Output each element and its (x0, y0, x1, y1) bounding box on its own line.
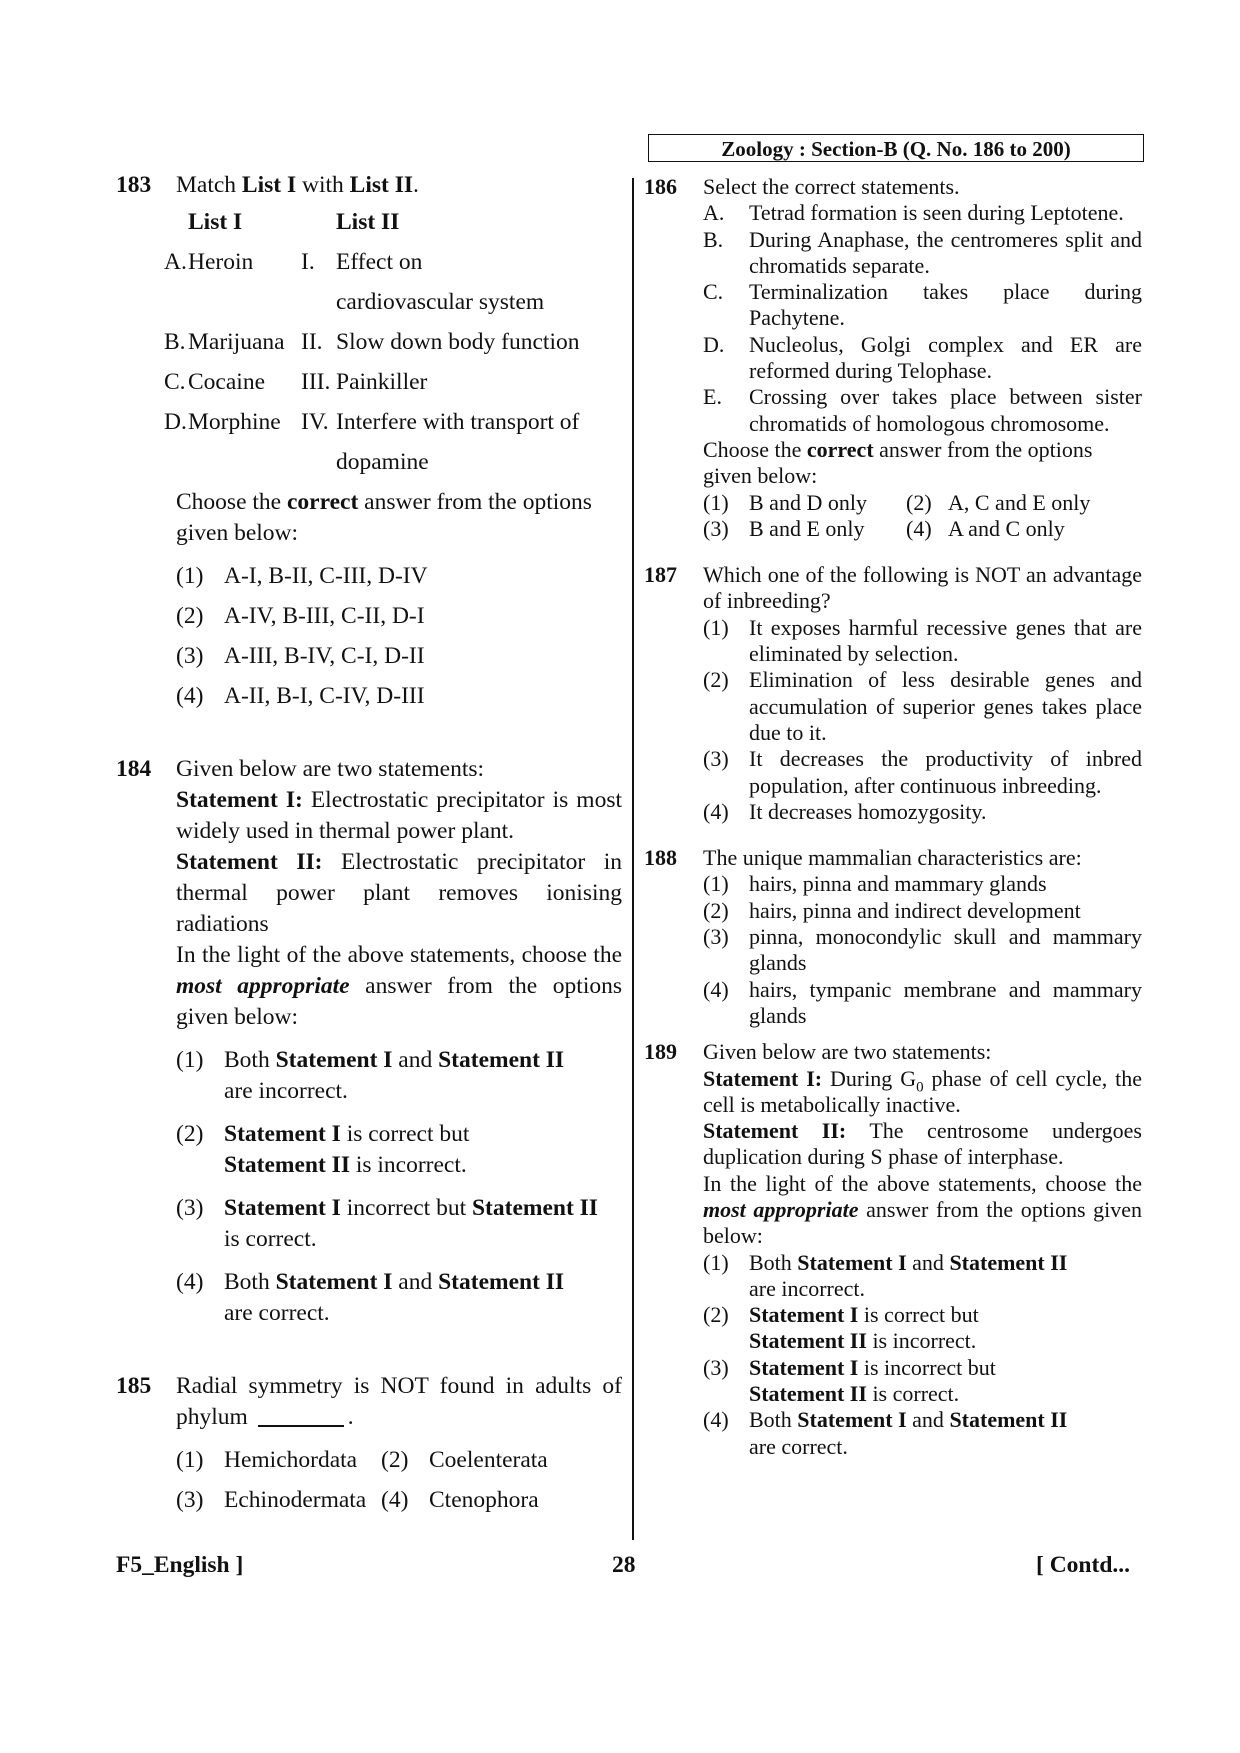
option-1[interactable]: (1) A-I, B-II, C-III, D-IV (176, 563, 428, 589)
option-4[interactable]: (4) Both Statement I and Statement II are correct. (176, 1269, 565, 1326)
option-2-text[interactable]: A, C and E only (948, 489, 1091, 515)
options-row-2 (176, 1485, 622, 1516)
question-number: 188 (644, 845, 677, 871)
question-184 (116, 754, 622, 1329)
choose-instruction: Choose the correct answer from the options given below: (176, 489, 592, 546)
row-letter: D. (164, 409, 187, 435)
option-4-text[interactable]: Ctenophora (429, 1487, 539, 1513)
list-i-item: Morphine (188, 409, 281, 435)
option-3-text[interactable]: Echinodermata (224, 1487, 367, 1513)
list-ii-header: List II (336, 209, 400, 235)
question-stem: Select the correct statements. (703, 174, 960, 199)
row-letter: A. (164, 249, 187, 275)
section-header: Zoology : Section-B (Q. No. 186 to 200) (648, 134, 1144, 162)
option-3[interactable]: (3) Statement I incorrect but Statement II is correct. (176, 1195, 598, 1252)
question-number: 187 (644, 562, 677, 588)
statement-2: Statement II: The centrosome undergoes duplication during S phase of interphase. (703, 1118, 1142, 1170)
instruction: In the light of the above statements, choose the most appropriate answer from the options given below: (176, 942, 623, 1030)
option-1[interactable]: (1) hairs, pinna and mammary glands (703, 871, 1047, 897)
footer-right: [ Contd... (1036, 1552, 1131, 1578)
left-column (116, 170, 622, 1516)
row-letter: B. (164, 329, 186, 355)
footer-left: F5_English ] (116, 1552, 244, 1578)
list-i-item: Cocaine (188, 369, 265, 395)
question-183 (116, 170, 622, 712)
match-table (164, 207, 622, 478)
statement-b: B. During Anaphase, the centromeres split and chromatids separate. (703, 226, 1142, 278)
question-stem: Given below are two statements: (703, 1039, 992, 1065)
option-2-text[interactable]: Coelenterata (429, 1447, 548, 1473)
question-188 (644, 845, 1142, 1029)
option-3-text[interactable]: B and E only (749, 515, 865, 541)
option-2[interactable]: (2) (906, 489, 932, 515)
statement-c: C. Terminalization takes place during Pachytene. (703, 279, 1142, 331)
question-189 (644, 1039, 1142, 1460)
question-185 (116, 1371, 622, 1516)
question-number: 185 (116, 1373, 152, 1399)
option-1[interactable]: (1) Both Statement I and Statement II are incorrect. (176, 1047, 565, 1104)
list-i-header: List I (188, 209, 243, 235)
statement-d: D. Nucleolus, Golgi complex and ER are reformed during Telophase. (703, 331, 1142, 384)
list-ii-item: Painkiller (336, 369, 428, 395)
option-4[interactable]: (4) (381, 1487, 409, 1513)
option-4[interactable]: (4) hairs, tympanic membrane and mammary glands (703, 976, 1142, 1028)
list-i-item: Marijuana (188, 329, 285, 355)
option-2[interactable]: (2) hairs, pinna and indirect development (703, 897, 1081, 923)
option-1[interactable]: (1) Both Statement I and Statement II are incorrect. (703, 1249, 1068, 1301)
question-186 (644, 174, 1142, 542)
question-187 (644, 562, 1142, 825)
question-stem: Which one of the following is NOT an advantage of inbreeding? (703, 562, 1142, 614)
option-4-text[interactable]: A and C only (948, 515, 1065, 541)
list-ii-item: Effect on cardiovascular system (336, 249, 545, 315)
question-number: 189 (644, 1039, 677, 1065)
option-3[interactable]: (3) It decreases the productivity of inbred population, after continuous inbreeding. (703, 746, 1142, 798)
option-3[interactable]: (3) pinna, monocondylic skull and mammary glands (703, 924, 1142, 976)
page-number: 28 (612, 1552, 636, 1578)
row-roman: III. (301, 369, 331, 395)
options-row-2 (703, 516, 1142, 542)
choose-instruction: Choose the correct answer from the options given below: (703, 436, 1093, 489)
question-number: 184 (116, 756, 152, 782)
option-1-text[interactable]: Hemichordata (224, 1447, 358, 1473)
row-roman: II. (301, 329, 323, 355)
option-3[interactable]: (3) Statement I is incorrect but Statement II is correct. (703, 1354, 996, 1407)
option-3[interactable]: (3) A-III, B-IV, C-I, D-II (176, 643, 425, 669)
list-ii-item: Interfere with transport of dopamine (336, 409, 580, 475)
statement-e: E. Crossing over takes place between sister chromatids of homologous chromosome. (703, 384, 1142, 436)
statement-1: Statement I: During $G_0$ phase of cell cycle, the cell is metabolically inactive. (703, 1065, 1142, 1117)
statement-a: A. Tetrad formation is seen during Leptotene. (703, 200, 1124, 226)
list-ii-item: Slow down body function (336, 329, 580, 355)
option-2[interactable]: (2) (381, 1447, 409, 1473)
row-roman: IV. (301, 409, 329, 435)
right-column (644, 174, 1142, 1460)
question-number: 183 (116, 172, 152, 198)
question-stem: Radial symmetry is NOT found in adults of phylum . (176, 1373, 622, 1430)
option-3[interactable]: (3) (703, 515, 729, 541)
option-2[interactable]: (2) Elimination of less desirable genes and accumulation of superior genes takes place due to it. (703, 667, 1142, 745)
option-4[interactable]: (4) A-II, B-I, C-IV, D-III (176, 683, 425, 709)
options-row-1 (703, 490, 1142, 516)
option-2[interactable]: (2) Statement I is correct but Statement II is incorrect. (703, 1302, 979, 1354)
question-stem: Given below are two statements: (176, 756, 485, 782)
option-4[interactable]: (4) It decreases homozygosity. (703, 798, 987, 824)
option-4[interactable]: (4) (906, 515, 932, 541)
option-4[interactable]: (4) Both Statement I and Statement II are correct. (703, 1407, 1068, 1459)
option-3[interactable]: (3) (176, 1487, 204, 1513)
question-stem: The unique mammalian characteristics are: (703, 845, 1082, 871)
option-2[interactable]: (2) Statement I is correct but Statement II is incorrect. (176, 1121, 470, 1178)
option-1[interactable]: (1) (703, 489, 729, 515)
option-2[interactable]: (2) A-IV, B-III, C-II, D-I (176, 603, 425, 629)
option-1[interactable]: (1) (176, 1447, 204, 1473)
option-1-text[interactable]: B and D only (749, 489, 867, 515)
option-1[interactable]: (1) It exposes harmful recessive genes that are eliminated by selection. (703, 614, 1142, 667)
statement-1: Statement I: Electrostatic precipitator is most widely used in thermal power plant. (176, 787, 622, 844)
row-letter: C. (164, 369, 186, 395)
statement-2: Statement II: Electrostatic precipitator in thermal power plant removes ionising radiations (176, 849, 623, 937)
answer-blank (258, 1405, 344, 1427)
question-number: 186 (644, 174, 677, 199)
options-row-1 (176, 1445, 622, 1476)
row-roman: I. (301, 249, 315, 275)
instruction: In the light of the above statements, choose the most appropriate answer from the options given below: (703, 1170, 1143, 1249)
question-stem: Match List I with List II. (176, 172, 419, 198)
list-i-item: Heroin (188, 249, 254, 275)
column-divider (632, 178, 634, 1540)
